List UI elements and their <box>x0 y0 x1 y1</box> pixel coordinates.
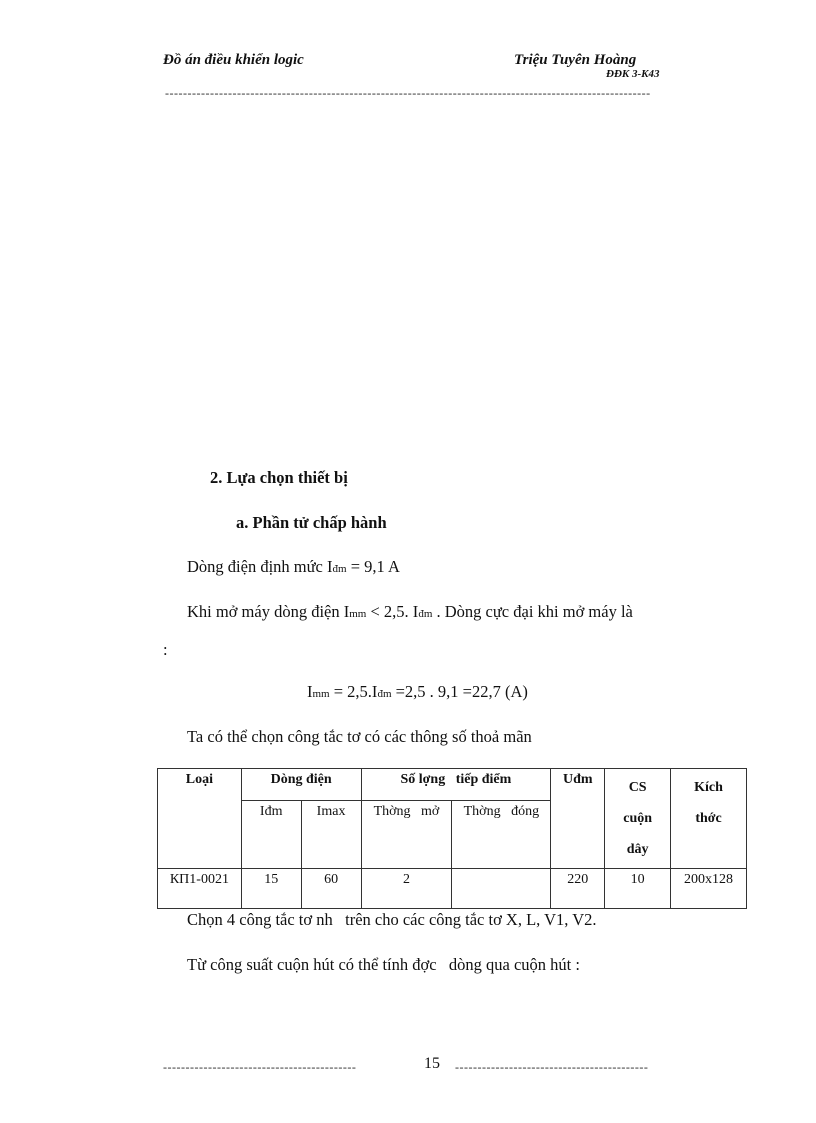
header-thuong-dong: Thờng đóng <box>452 800 551 868</box>
subsection-title: a. Phần tử chấp hành <box>236 513 387 532</box>
footer-rule-right: ------------------------------------------- <box>455 1060 649 1074</box>
eq-text-b: = 2,5.I <box>329 682 378 701</box>
header-udm: Uđm <box>551 769 605 869</box>
contactor-choice-line: Chọn 4 công tắc tơ nh trên cho các công tắc tơ X, L, V1, V2. <box>187 910 597 929</box>
cell-imax: 60 <box>301 869 361 909</box>
page-number: 15 <box>424 1055 440 1072</box>
cell-udm: 220 <box>551 869 605 909</box>
cell-idm: 15 <box>241 869 301 909</box>
header-class: ĐĐK 3-K43 <box>606 68 660 80</box>
footer-rule-left: ------------------------------------------- <box>163 1060 357 1074</box>
header-dong-dien: Dòng điện <box>241 769 361 801</box>
p2-text-a: Khi mở máy dòng điện I <box>187 602 350 621</box>
p2-sub-1: mm <box>349 608 367 620</box>
p2-sub-2: đm <box>418 608 433 620</box>
eq-text-c: =2,5 . 9,1 =22,7 (A) <box>391 682 528 701</box>
section-title: 2. Lựa chọn thiết bị <box>210 468 348 487</box>
contactor-spec-table <box>157 768 747 909</box>
header-cs-line-1: CS <box>628 780 647 795</box>
cell-cs: 10 <box>605 869 671 909</box>
eq-text-a: I <box>307 682 313 701</box>
table-header-row-1 <box>158 769 747 801</box>
header-cs-line-2: cuộn <box>623 811 653 826</box>
header-thuong-mo: Thờng mở <box>361 800 452 868</box>
rated-current-value: = 9,1 A <box>346 557 400 576</box>
cell-kich-thuoc: 200x128 <box>671 869 747 909</box>
eq-sub-1: mm <box>312 688 330 700</box>
header-kich-line-2: thớc <box>695 811 722 826</box>
header-idm: Iđm <box>241 800 301 868</box>
header-cs-cuon-day <box>605 769 671 869</box>
cell-thuong-dong <box>452 869 551 909</box>
coil-current-line: Từ công suất cuộn hút có thể tính đợc dòng qua cuộn hút : <box>187 955 580 974</box>
rated-current-line <box>187 557 400 577</box>
starting-current-line <box>187 602 633 622</box>
p2-colon: : <box>163 640 168 659</box>
header-rule: ------------------------------------------------------------------------------------------------------------ <box>165 86 651 100</box>
header-kich-thuoc <box>671 769 747 869</box>
header-cs-line-3: dây <box>626 842 649 857</box>
p2-text-b: < 2,5. I <box>366 602 419 621</box>
header-imax: Imax <box>301 800 361 868</box>
header-so-luong-tiep-diem: Số lợng tiếp điểm <box>361 769 551 801</box>
header-author: Triệu Tuyên Hoàng <box>514 52 637 68</box>
eq-sub-2: đm <box>377 688 392 700</box>
cell-thuong-mo: 2 <box>361 869 452 909</box>
header-kich-line-1: Kích <box>694 780 723 795</box>
cell-loai: КП1-0021 <box>158 869 242 909</box>
equation <box>307 682 528 702</box>
rated-current-prefix: Dòng điện định mức I <box>187 557 333 576</box>
table-intro: Ta có thể chọn công tắc tơ có các thông số thoả mãn <box>187 727 532 746</box>
table-row <box>158 869 747 909</box>
p2-text-c: . Dòng cực đại khi mở máy là <box>432 602 633 621</box>
rated-current-sub: đm <box>332 563 347 575</box>
header-doc-title: Đồ án điều khiển logic <box>163 52 304 68</box>
header-loai: Loại <box>158 769 242 869</box>
